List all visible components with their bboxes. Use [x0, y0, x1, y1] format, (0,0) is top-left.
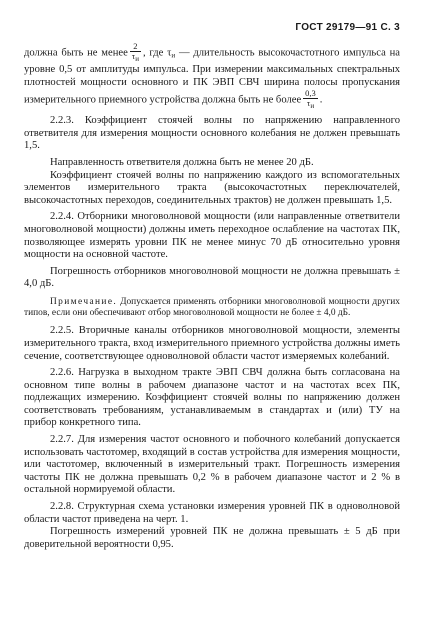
- paragraph-2-2-5: 2.2.5. Вторичные каналы отборников многоволновой мощности, элементы измерительного тракта, вход измерительного приемного устройства должны иметь сечение, соответствующее одноволновой области частот измеряемых колебаний.: [24, 325, 400, 362]
- fraction-2-over-tau: [130, 42, 141, 64]
- paragraph-pulse-duration: [24, 42, 400, 111]
- document-body: [24, 42, 400, 551]
- fraction-numerator: 2: [130, 42, 141, 52]
- fraction-denominator: [303, 99, 318, 111]
- paragraph-2-2-4: 2.2.4. Отборники многоволновой мощности (или направленные ответвители многоволновой мощности) должны иметь переходное ослабление на частотах ПК, позволяющее измерять уровни ПК не менее минус 70 дБ относительно уровня мощности на основной частоте.: [24, 211, 400, 261]
- note-text: Допускается применять отборники многоволновой мощности других типов, если они обеспечивают отбор многоволновой мощности не более ± 4,0 дБ.: [24, 296, 400, 319]
- fraction-numerator: 0,3: [305, 88, 316, 99]
- text-fragment: — длительность высокочастотного импульса на уровне 0,5 от амплитуды импульса. При измерении максимальных спектральных плотностей мощности основного и ПК ЭВП СВЧ ширина полосы пропускания измерительного приемного устройства должна быть не более: [24, 47, 400, 106]
- paragraph-vswr-elements: Коэффициент стоячей волны по напряжению каждого из вспомогательных элементов измерительного тракта (высокочастотных переключателей, высокочастотных переходов, соединительных трактов) не должен превышать 1,5.: [24, 169, 400, 206]
- note-label: Примечание.: [50, 296, 118, 307]
- subscript: и: [310, 102, 315, 111]
- paragraph-coupler-error: Погрешность отборников многоволновой мощности не должна превышать ± 4,0 дБ.: [24, 265, 400, 290]
- paragraph-directivity: Направленность ответвителя должна быть не менее 20 дБ.: [50, 156, 314, 168]
- text-fragment: должна быть не менее: [24, 47, 128, 59]
- paragraph-measurement-error: Погрешность измерений уровней ПК не должна превышать ± 5 дБ при доверительной вероятности 0,95.: [24, 526, 400, 550]
- tau-symbol: τ: [306, 98, 311, 109]
- subscript: и: [135, 55, 139, 63]
- paragraph-2-2-3: 2.2.3. Коэффициент стоячей волны по напряжению направленного ответвителя для измерения мощности основного колебания не должен превышать 1,5.: [24, 115, 400, 152]
- text-fragment: .: [319, 94, 323, 106]
- tau-symbol: τ: [131, 51, 136, 61]
- fraction-denominator: [130, 52, 141, 64]
- text-fragment: , где τ: [142, 47, 172, 59]
- subscript: и: [171, 51, 176, 60]
- page-header: ГОСТ 29179—91 С. 3: [295, 22, 400, 33]
- note-paragraph: [24, 297, 400, 319]
- paragraph-2-2-8: 2.2.8. Структурная схема установки измерения уровней ПК в одноволновой области частот приведена на черт. 1.: [24, 501, 400, 525]
- paragraph-2-2-6: 2.2.6. Нагрузка в выходном тракте ЭВП СВЧ должна быть согласована на основном типе волны в рабочем диапазоне частот и на частотах всех ПК, подлежащих измерению. Коэффициент стоячей волны по напряжению должен соответствовать требованиям, устанавливаемым в стандартах и (или) ТУ на прибор конкретного типа.: [24, 367, 400, 429]
- paragraph-2-2-7: 2.2.7. Для измерения частот основного и побочного колебаний допускается использовать частотомер, входящий в состав устройства для измерения мощности, или частотомер, включенный в измерительный тракт. Погрешность измерения частоты ПК не должна превышать 0,2 % в рабочем диапазоне частот и 2 % в остальной нормируемой области.: [24, 434, 400, 496]
- fraction-03-over-tau: [303, 89, 318, 111]
